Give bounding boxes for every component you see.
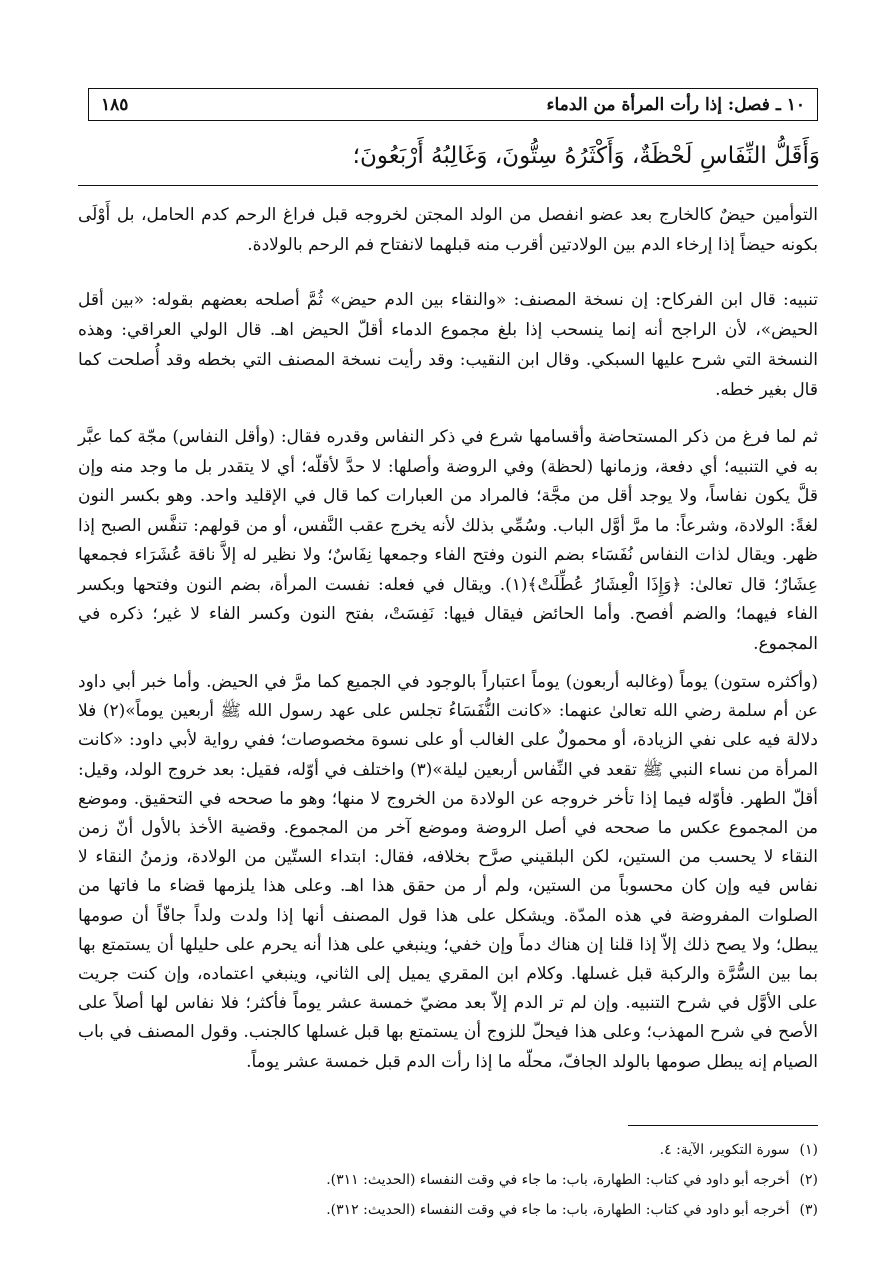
footnote-number: (٢) — [799, 1172, 818, 1188]
page-header — [88, 88, 818, 121]
matn-text: وَأَقَلُّ النِّفَاسِ لَحْظَةٌ، وَأَكْثَرُهُ سِتُّونَ، وَغَالِبُهُ أَرْبَعُونَ؛ — [352, 143, 820, 169]
footnote — [78, 1168, 818, 1192]
paragraph: ثم لما فرغ من ذكر المستحاضة وأقسامها شرع في ذكر النفاس وقدره فقال: (وأقل النفاس) مجّة كما عبَّر به في التنبيه؛ أي دفعة، وزمانها (لحظة) وفي الروضة وأصلها: لا حدَّ لأقلّه؛ أي لا يتقدر بل ما وجد منه وإن قلَّ يكون نفاساً، ولا يوجد أقل من مجَّة؛ فالمراد من العبارات كما قال في الإقليد واحد. وهو بكسر النون لغةً: الولادة، وشرعاً: ما مرَّ أوَّل الباب. وسُمِّي بذلك لأنه يخرج عقب النَّفس، أو من قولهم: تنفَّس الصبح إذا ظهر. ويقال لذات النفاس نُفَسَاء بضم النون وفتح الفاء وجمعها نِفَاسٌ؛ ولا نظير له إلاَّ ناقة عُشَرَاء فجمعها عِشَارٌ؛ قال تعالىٰ: ﴿وَإِذَا الْعِشَارُ عُطِّلَتْ﴾(١). ويقال في فعله: نفست المرأة، بضم النون وفتحها وبكسر الفاء فيهما؛ والضم أفصح. وأما الحائض فيقال فيها: نَفِسَتْ، بفتح النون وكسر الفاء لا غير؛ ذكره في المجموع. — [78, 427, 818, 654]
footnote-text: سورة التكوير، الآية: ٤. — [659, 1142, 790, 1158]
page-number: ١٨٥ — [101, 94, 129, 115]
footnote-text: أخرجه أبو داود في كتاب: الطهارة، باب: ما جاء في وقت النفساء (الحديث: ٣١٢). — [326, 1202, 790, 1218]
footnote — [78, 1138, 818, 1162]
paragraph: تنبيه: قال ابن الفركاح: إن نسخة المصنف: «والنقاء بين الدم حيض» ثُمَّ أصلحه بعضهم بقوله: «بين أقل الحيض»، لأن الراجح أنه إنما ينسحب إذا بلغ مجموع الدماء أقلّ الحيض اهـ. قال الولي العراقي: وهذه النسخة التي شرح عليها السبكي. وقال ابن النقيب: وقد رأيت نسخة المصنف التي بخطه وقد أُصلحت كما قال بغير خطه. — [78, 290, 818, 400]
footnote — [78, 1198, 818, 1222]
footnote-divider — [628, 1125, 818, 1126]
paragraph: (وأكثره ستون) يوماً (وغالبه أربعون) يوماً اعتباراً بالوجود في الجميع كما مرَّ في الحيض. وأما خبر أبي داود عن أم سلمة رضي الله تعالىٰ عنهما: «كانت النُّفَسَاءُ تجلس على عهد رسول الله ﷺ أربعين يوماً»(٢) فلا دلالة فيه على نفي الزيادة، أو محمولٌ على الغالب أو على نسوة مخصوصات؛ ففي رواية لأبي داود: «كانت المرأة من نساء النبي ﷺ تقعد في النِّفاس أربعين ليلة»(٣) واختلف في أوّله، فقيل: بعد خروج الولد، وقيل: أقلّ الطهر. فأوّله فيما إذا تأخر خروجه عن الولادة من الخروج لا منها؛ وهو ما صححه في التحقيق. وموضع من المجموع عكس ما صححه في أصل الروضة وموضع آخر من المجموع. وقضية الأخذ بالأول أنّ زمن النقاء لا يحسب من الستين، لكن البلقيني صرَّح بخلافه، فقال: ابتداء الستّين من الولادة، وزمنُ النقاء لا نفاس فيه وإن كان محسوباً من الستين، ولم أر من حقق هذا اهـ. وعلى هذا يلزمها قضاء ما فاتها من الصلوات المفروضة في هذه المدّة. ويشكل على هذا قول المصنف أنها إذا ولدت ولداً جافّاً أن صومها يبطل؛ ولا يصح ذلك إلاّ إذا قلنا إن هناك دماً وإن خفي؛ وينبغي على هذا أنه يحرم على حليلها أن يستمتع بها بما بين السُّرَّة والركبة قبل غسلها. وكلام ابن المقري يميل إلى الثاني، وينبغي اعتماده، وإن كنت جريت على الأوَّل في شرح التنبيه. وإن لم تر الدم إلاّ بعد مضيّ خمسة عشر يوماً فأكثر؛ فلا نفاس لها أصلاً على الأصح في شرح المهذب؛ وعلى هذا فيحلّ للزوج أن يستمتع بها قبل غسلها كالجنب. وقول المصنف في باب الصيام إنه يبطل صومها بالولد الجافّ، محلّه ما إذا رأت الدم قبل خمسة عشر يوماً. — [78, 672, 818, 1072]
running-title: ١٠ ـ فصل: إذا رأت المرأة من الدماء — [546, 94, 805, 115]
footnote-text: أخرجه أبو داود في كتاب: الطهارة، باب: ما جاء في وقت النفساء (الحديث: ٣١١). — [326, 1172, 790, 1188]
paragraph: التوأمين حيضٌ كالخارج بعد عضو انفصل من الولد المجتن لخروجه قبل فراغ الرحم كدم الحامل، بل أَوْلَى بكونه حيضاً إذا إرخاء الدم بين الولادتين أقرب منه قبلهما لانفتاح فم الرحم بالولادة. — [78, 205, 818, 255]
divider — [78, 185, 818, 186]
footnote-number: (١) — [799, 1142, 818, 1158]
footnote-number: (٣) — [799, 1202, 818, 1218]
